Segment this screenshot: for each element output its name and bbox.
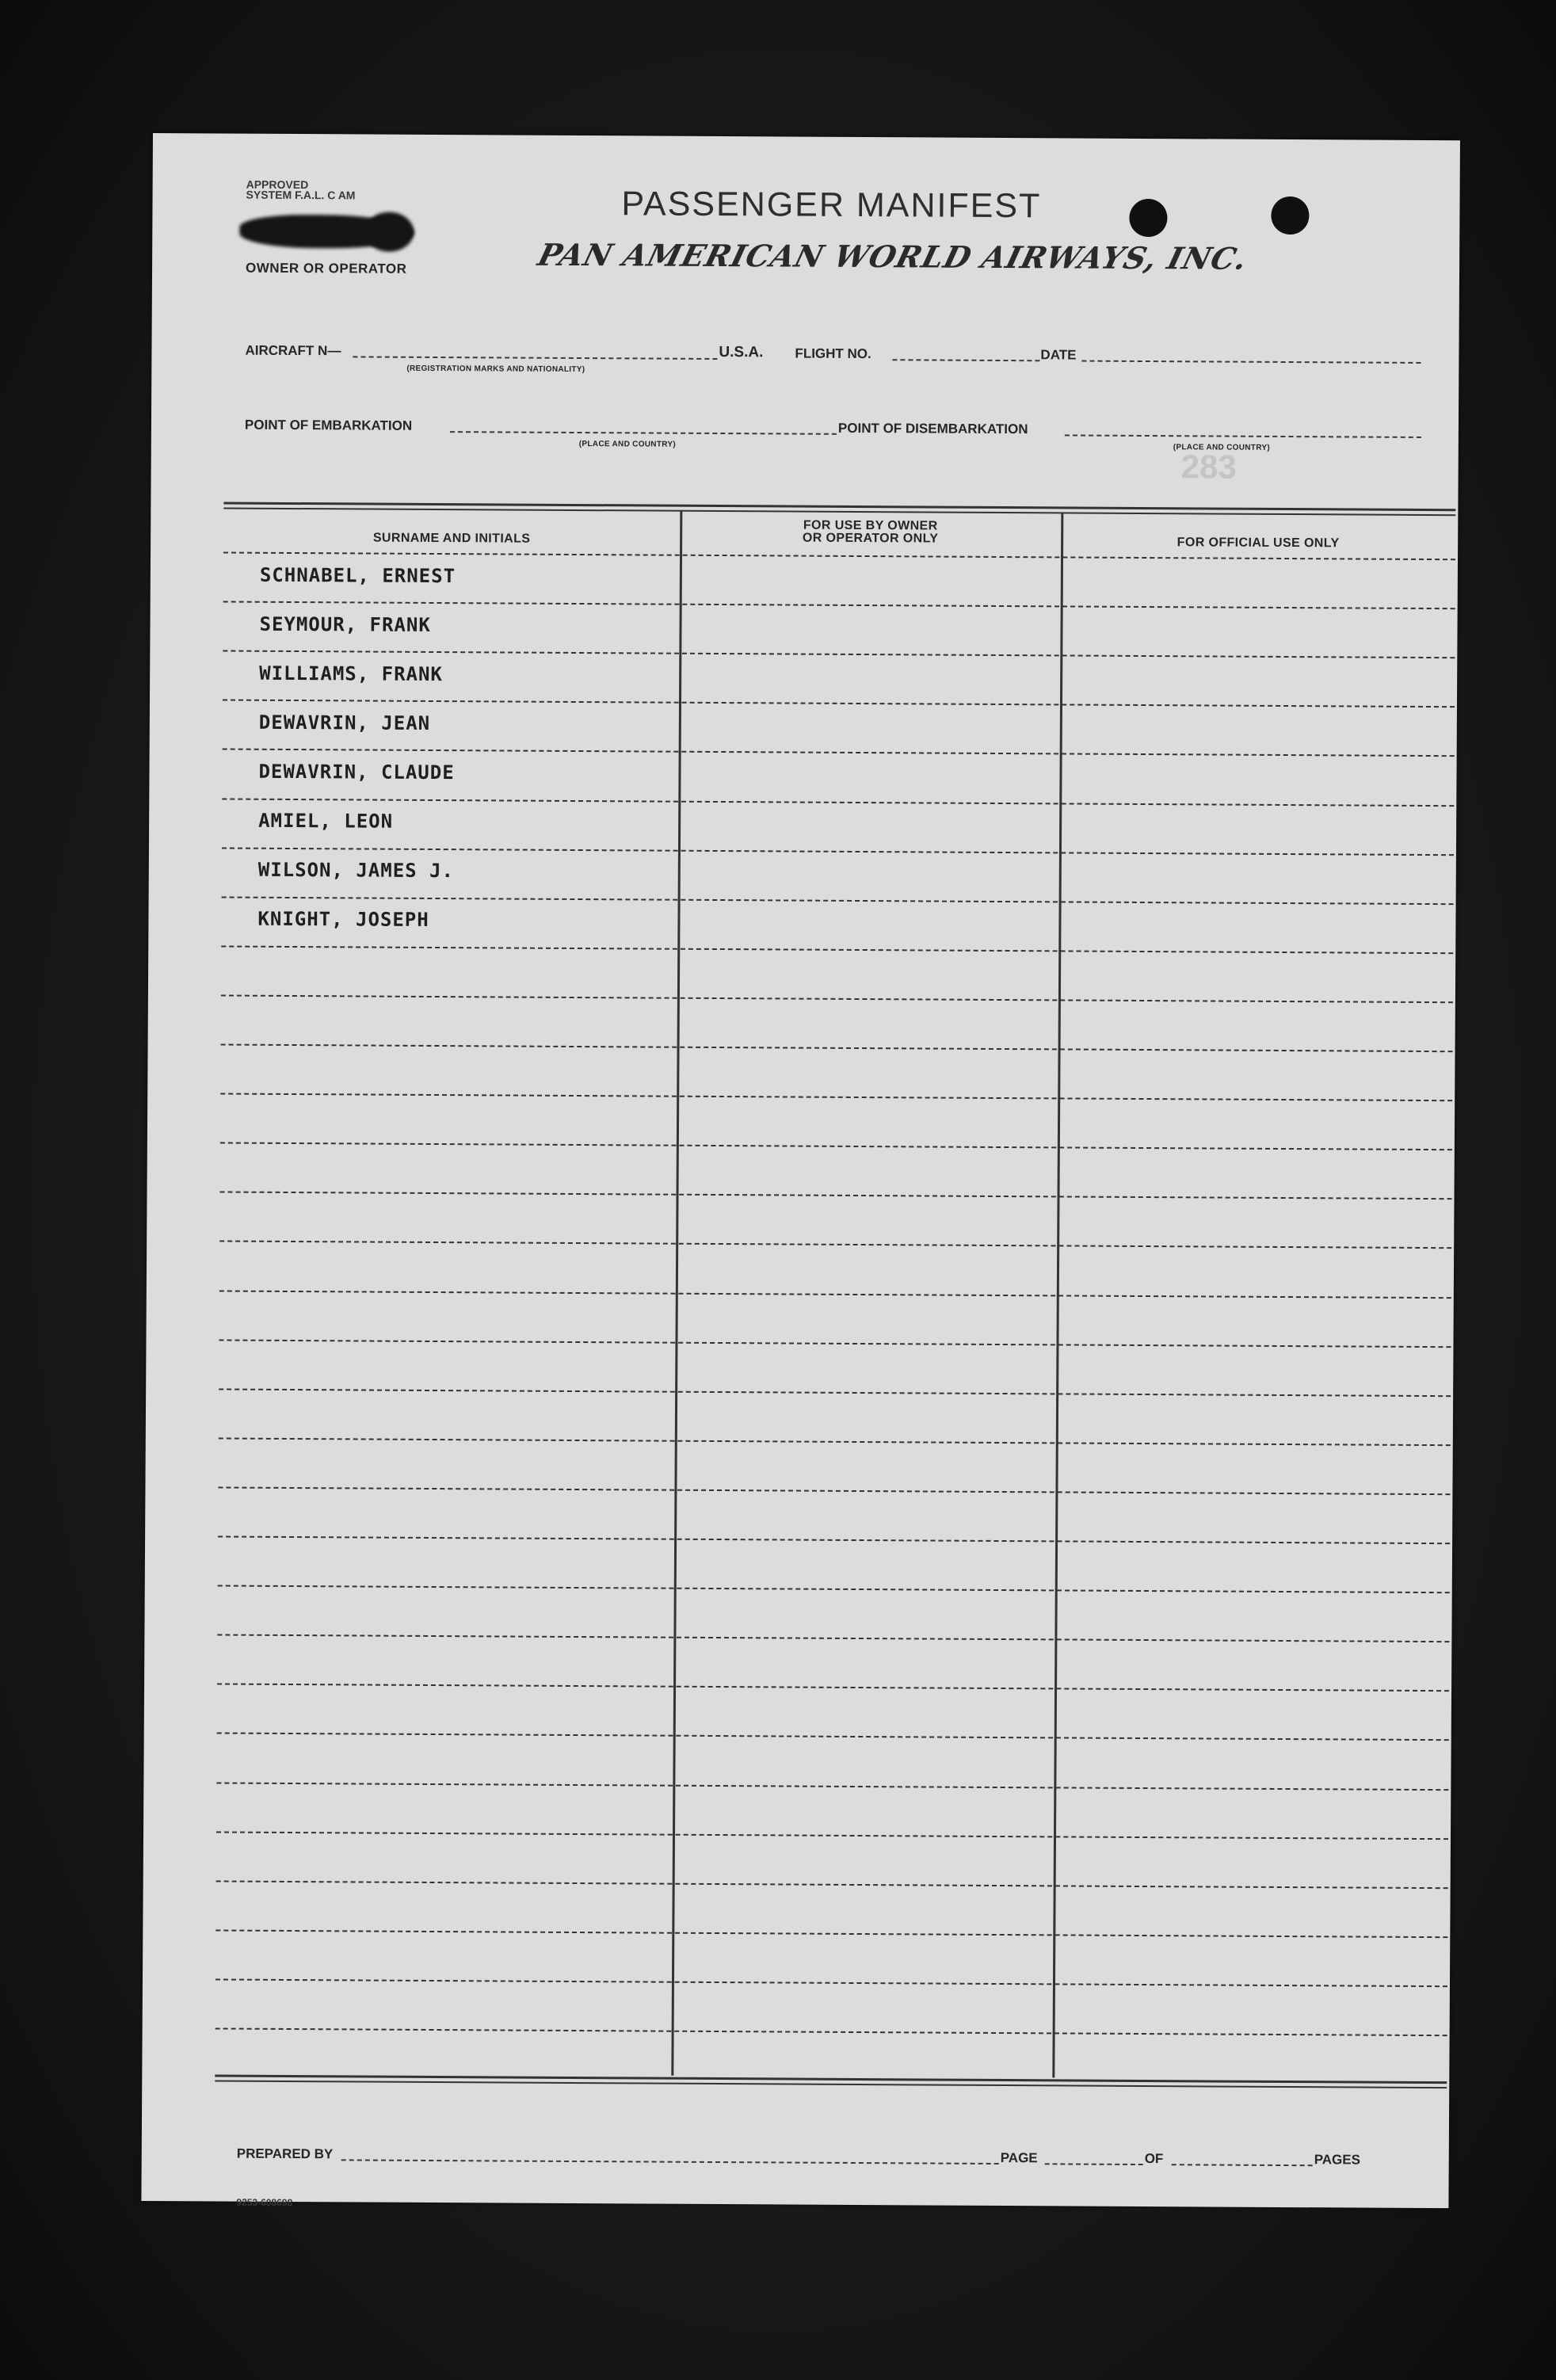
form-code: 9253-608698 xyxy=(236,2196,293,2209)
passenger-name: DEWAVRIN, CLAUDE xyxy=(258,760,455,784)
passenger-table xyxy=(223,502,1455,931)
form-title: PASSENGER MANIFEST xyxy=(621,185,1042,226)
table-row-rule xyxy=(218,1585,1450,1594)
table-row-rule xyxy=(216,1782,1448,1791)
flight-no-label: FLIGHT NO. xyxy=(795,345,871,362)
disembarkation-field[interactable] xyxy=(1065,434,1421,438)
table-row-rule xyxy=(223,601,1455,610)
col-owner-header-line2: OR OPERATOR ONLY xyxy=(802,531,939,546)
page-field[interactable] xyxy=(1045,2163,1143,2165)
approval-line-2: SYSTEM F.A.L. C AM xyxy=(246,188,356,202)
passenger-name: WILSON, JAMES J. xyxy=(257,858,455,883)
disembarkation-note: (PLACE AND COUNTRY) xyxy=(1173,443,1271,452)
approval-line-1: APPROVED xyxy=(246,177,309,192)
embarkation-note: (PLACE AND COUNTRY) xyxy=(578,440,677,449)
table-row-rule xyxy=(218,1486,1450,1495)
table-row-rule xyxy=(217,1733,1449,1741)
stamp-number: 283 xyxy=(1180,448,1237,486)
usa-label: U.S.A. xyxy=(719,343,764,361)
table-row-rule xyxy=(217,1684,1449,1692)
prepared-by-field[interactable] xyxy=(341,2159,999,2165)
pages-field[interactable] xyxy=(1172,2164,1313,2166)
table-row-rule xyxy=(219,1290,1451,1299)
disembarkation-label: POINT OF DISEMBARKATION xyxy=(837,420,1028,437)
date-label: DATE xyxy=(1040,347,1077,363)
aircraft-label: AIRCRAFT N— xyxy=(245,342,341,359)
col-surname-header: SURNAME AND INITIALS xyxy=(372,531,531,546)
table-row-rule xyxy=(222,896,1454,905)
table-row-rule xyxy=(221,1043,1453,1052)
table-row-rule xyxy=(219,1437,1451,1446)
punch-hole-left xyxy=(1129,199,1167,237)
table-row-rule xyxy=(216,1831,1448,1840)
owner-operator-label: OWNER OR OPERATOR xyxy=(245,260,407,277)
passenger-name: WILLIAMS, FRANK xyxy=(259,662,444,686)
table-row-rule xyxy=(219,1339,1451,1348)
form-footer xyxy=(142,2145,1449,2209)
table-row-rule xyxy=(217,1634,1449,1643)
date-field[interactable] xyxy=(1081,360,1421,364)
table-row-rule xyxy=(218,1535,1450,1544)
aircraft-note: (REGISTRATION MARKS AND NATIONALITY) xyxy=(406,364,585,375)
table-row-rule xyxy=(222,847,1454,856)
table-row-rule xyxy=(215,1978,1447,1987)
col-official-header: FOR OFFICIAL USE ONLY xyxy=(1177,536,1340,551)
table-row-rule xyxy=(223,749,1455,757)
passenger-name: KNIGHT, JOSEPH xyxy=(257,907,429,931)
table-row-rule xyxy=(216,1880,1448,1889)
approval-stamp xyxy=(246,177,460,269)
prepared-by-label: PREPARED BY xyxy=(236,2145,334,2162)
passenger-name: AMIEL, LEON xyxy=(258,809,394,833)
table-row-rule xyxy=(223,650,1455,659)
embarkation-label: POINT OF EMBARKATION xyxy=(244,417,413,433)
ink-smudge xyxy=(364,212,414,251)
punch-hole-right xyxy=(1271,196,1309,235)
table-row-rule xyxy=(221,945,1453,954)
table-row-rule xyxy=(220,1093,1452,1102)
table-row-rule xyxy=(221,994,1453,1003)
table-row-rule xyxy=(223,700,1455,708)
of-label: OF xyxy=(1144,2151,1164,2167)
col-owner-header xyxy=(680,519,1061,547)
embarkation-field[interactable] xyxy=(450,431,837,435)
table-row-rule xyxy=(215,2027,1447,2036)
table-row-rule xyxy=(215,1929,1447,1938)
airline-name: PAN AMERICAN WORLD AIRWAYS, INC. xyxy=(534,236,1252,277)
aircraft-field[interactable] xyxy=(353,356,717,360)
passenger-name: DEWAVRIN, JEAN xyxy=(258,711,431,734)
table-row-rule xyxy=(223,552,1455,561)
manifest-sheet xyxy=(141,133,1460,2208)
col-owner-header-line1: FOR USE BY OWNER xyxy=(803,518,938,533)
table-row-rule xyxy=(220,1142,1452,1151)
passenger-name: SEYMOUR, FRANK xyxy=(259,612,431,636)
pages-label: PAGES xyxy=(1314,2152,1361,2168)
flight-no-field[interactable] xyxy=(892,359,1039,361)
table-row-rule xyxy=(219,1388,1451,1397)
passenger-name: SCHNABEL, ERNEST xyxy=(259,563,456,588)
table-row-rule xyxy=(222,798,1454,807)
table-row-rule xyxy=(219,1241,1451,1249)
page-label: PAGE xyxy=(1000,2150,1038,2166)
table-row-rule xyxy=(220,1192,1452,1200)
